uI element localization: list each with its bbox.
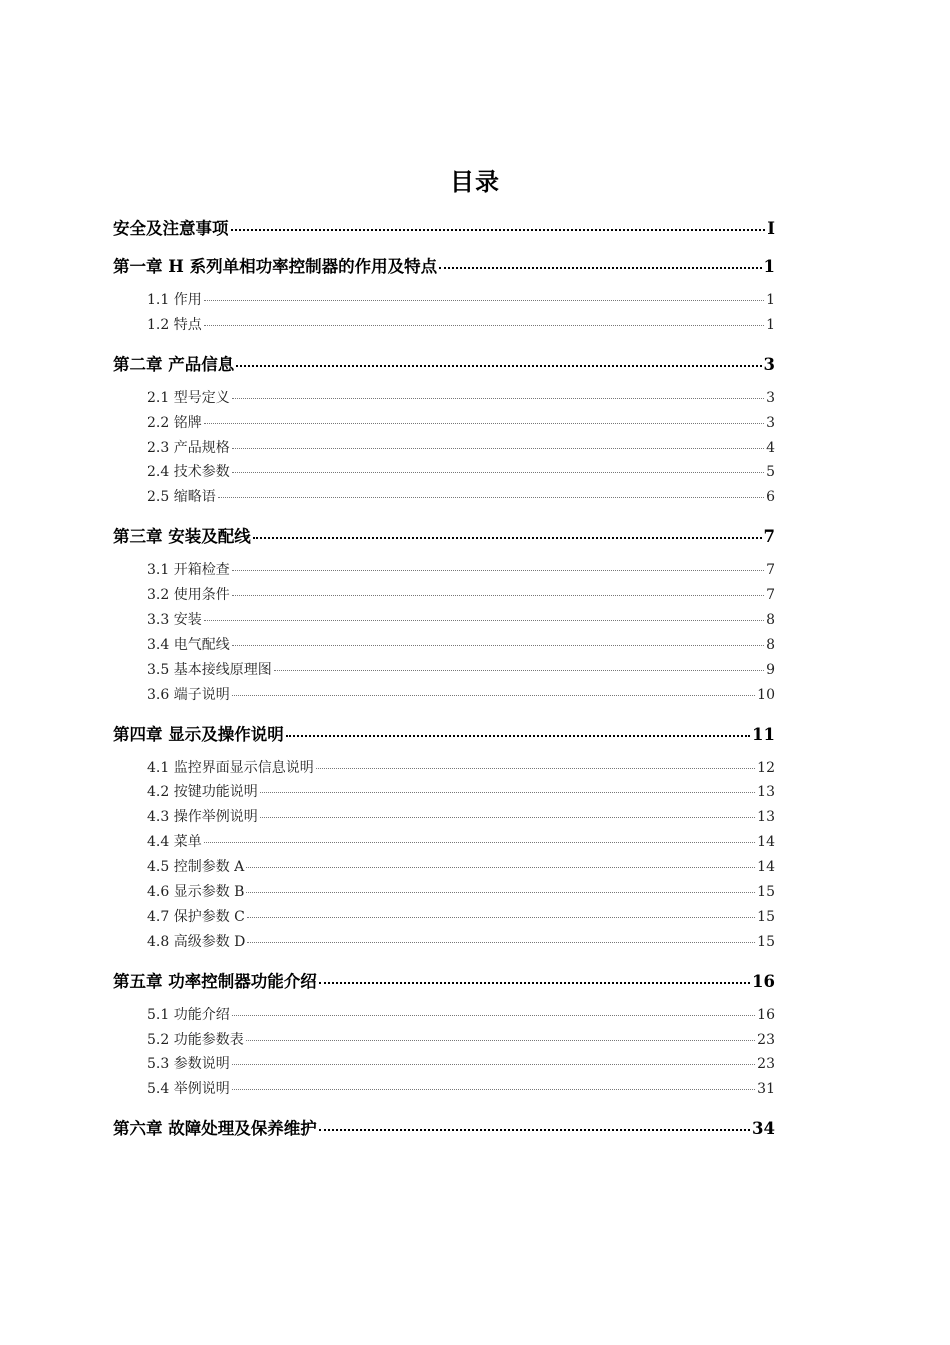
toc-section-entry[interactable] [113, 1029, 775, 1054]
toc-section-entry[interactable] [113, 806, 775, 831]
toc-dot-leader [232, 1089, 755, 1090]
toc-dot-leader [246, 892, 755, 893]
toc-entry-label: 3.2 使用条件 [147, 587, 230, 604]
toc-entry-label: 4.8 高级参数 D [147, 933, 246, 950]
toc-section-entry[interactable] [113, 684, 775, 709]
toc-page-number: 5 [766, 464, 775, 481]
toc-dot-leader [247, 942, 755, 943]
toc-entry-label: 5.3 参数说明 [147, 1056, 230, 1073]
toc-dot-leader [319, 1129, 750, 1131]
toc-chapter-entry[interactable] [113, 1115, 775, 1141]
toc-dot-leader [246, 867, 755, 868]
toc-entry-label: 第三章 安装及配线 [113, 527, 251, 547]
toc-dot-leader [204, 620, 764, 621]
toc-dot-leader [232, 695, 755, 696]
toc-section-entry[interactable] [113, 461, 775, 486]
toc-page-number: 4 [766, 439, 775, 456]
toc-page-number: 7 [766, 587, 775, 604]
toc-entry-label: 5.4 举例说明 [147, 1081, 230, 1098]
toc-entry-label: 安全及注意事项 [113, 219, 229, 238]
toc-section-entry[interactable] [113, 1004, 775, 1029]
toc-page-number: 16 [757, 1006, 775, 1023]
toc-page-number: 3 [766, 414, 775, 431]
toc-page-number: 11 [752, 724, 775, 744]
toc-dot-leader [218, 497, 764, 498]
toc-section-entry[interactable] [113, 906, 775, 931]
toc-dot-leader [260, 792, 755, 793]
toc-page-number: 14 [757, 834, 775, 851]
toc-dot-leader [204, 300, 764, 301]
toc-page-number: 15 [757, 884, 775, 901]
toc-page-number: 15 [757, 908, 775, 925]
toc-page-number: 12 [757, 759, 775, 776]
toc-dot-leader [232, 570, 764, 571]
toc-dot-leader [232, 1015, 755, 1016]
toc-page-number: 31 [757, 1081, 775, 1098]
toc-entry-label: 4.3 操作举例说明 [147, 809, 258, 826]
toc-section-entry[interactable] [113, 559, 775, 584]
toc-entry-label: 4.6 显示参数 B [147, 884, 245, 901]
toc-page-number: 34 [752, 1119, 775, 1139]
toc-chapter-entry[interactable] [113, 968, 775, 994]
toc-dot-leader [260, 817, 755, 818]
toc-page-number: 23 [757, 1031, 775, 1048]
toc-section-entry[interactable] [113, 387, 775, 412]
toc-page-number: 15 [757, 933, 775, 950]
toc-dot-leader [274, 670, 764, 671]
toc-entry-label: 4.7 保护参数 C [147, 908, 245, 925]
toc-dot-leader [253, 537, 762, 539]
toc-section-entry[interactable] [113, 931, 775, 956]
toc-section-entry[interactable] [113, 831, 775, 856]
toc-section-entry[interactable] [113, 856, 775, 881]
toc-page-number: 14 [757, 859, 775, 876]
toc-entry-label: 4.1 监控界面显示信息说明 [147, 759, 314, 776]
toc-page-number: 1 [763, 257, 775, 276]
toc-page-number: 3 [766, 389, 775, 406]
toc-entry-label: 第一章 H 系列单相功率控制器的作用及特点 [113, 257, 438, 276]
toc-section-entry[interactable] [113, 634, 775, 659]
toc-dot-leader [204, 423, 764, 424]
toc-page-number: 1 [766, 316, 775, 333]
toc-section-entry[interactable] [113, 609, 775, 634]
toc-page-number: 3 [763, 354, 775, 374]
toc-dot-leader [232, 1064, 755, 1065]
toc-page-number: 7 [766, 562, 775, 579]
toc-dot-leader [246, 1040, 755, 1041]
toc-dot-leader [232, 645, 764, 646]
toc-page-number: 13 [757, 784, 775, 801]
toc-entry-label: 4.4 菜单 [147, 834, 202, 851]
toc-dot-leader [232, 472, 764, 473]
toc-section-entry[interactable] [113, 881, 775, 906]
toc-page-number: 9 [766, 661, 775, 678]
table-of-contents [113, 215, 775, 1151]
toc-dot-leader [316, 768, 755, 769]
toc-page-number: 23 [757, 1056, 775, 1073]
toc-page-number: 8 [766, 612, 775, 629]
toc-chapter-entry[interactable] [113, 523, 775, 549]
toc-dot-leader [319, 982, 750, 984]
toc-section-entry[interactable] [113, 659, 775, 684]
toc-page-number: 6 [766, 489, 775, 506]
toc-dot-leader [204, 842, 755, 843]
toc-entry-label: 第四章 显示及操作说明 [113, 724, 284, 744]
toc-dot-leader [231, 229, 766, 231]
toc-entry-label: 2.4 技术参数 [147, 464, 230, 481]
toc-entry-label: 3.1 开箱检查 [147, 562, 230, 579]
toc-section-entry[interactable] [113, 781, 775, 806]
toc-section-entry[interactable] [113, 1078, 775, 1103]
toc-entry-label: 3.3 安装 [147, 612, 202, 629]
toc-section-entry[interactable] [113, 314, 775, 339]
toc-page-number: 13 [757, 809, 775, 826]
toc-dot-leader [286, 735, 750, 737]
toc-chapter-entry[interactable] [113, 215, 775, 241]
toc-page-number: 8 [766, 636, 775, 653]
toc-chapter-entry[interactable] [113, 351, 775, 377]
toc-section-entry[interactable] [113, 486, 775, 511]
toc-page-number: 7 [763, 527, 775, 547]
toc-dot-leader [232, 448, 764, 449]
toc-dot-leader [232, 595, 764, 596]
toc-entry-label: 2.1 型号定义 [147, 389, 230, 406]
toc-chapter-entry[interactable] [113, 253, 775, 279]
toc-entry-label: 4.5 控制参数 A [147, 859, 245, 876]
toc-entry-label: 3.4 电气配线 [147, 636, 230, 653]
toc-entry-label: 5.2 功能参数表 [147, 1031, 244, 1048]
toc-dot-leader [232, 398, 764, 399]
toc-chapter-entry[interactable] [113, 721, 775, 747]
toc-section-entry[interactable] [113, 584, 775, 609]
toc-section-entry[interactable] [113, 437, 775, 462]
toc-entry-label: 1.2 特点 [147, 316, 202, 333]
toc-page-number: 16 [752, 971, 775, 991]
toc-page-number: 1 [766, 292, 775, 308]
toc-dot-leader [204, 325, 764, 326]
toc-entry-label: 1.1 作用 [147, 292, 202, 308]
toc-entry-label: 2.3 产品规格 [147, 439, 230, 456]
toc-entry-label: 第五章 功率控制器功能介绍 [113, 971, 317, 991]
toc-section-entry[interactable] [113, 1053, 775, 1078]
toc-entry-label: 2.2 铭牌 [147, 414, 202, 431]
toc-dot-leader [247, 917, 755, 918]
toc-dot-leader [439, 267, 761, 269]
toc-entry-label: 第二章 产品信息 [113, 354, 235, 374]
toc-entry-label: 2.5 缩略语 [147, 489, 216, 506]
toc-section-entry[interactable] [113, 289, 775, 314]
toc-section-entry[interactable] [113, 412, 775, 437]
toc-entry-label: 4.2 按键功能说明 [147, 784, 258, 801]
toc-entry-label: 5.1 功能介绍 [147, 1006, 230, 1023]
toc-section-entry[interactable] [113, 757, 775, 782]
toc-dot-leader [236, 365, 761, 367]
page-title: 目录 [450, 168, 500, 196]
toc-page-number: 10 [757, 686, 775, 703]
toc-entry-label: 3.6 端子说明 [147, 686, 230, 703]
toc-page-number: I [767, 219, 775, 238]
toc-entry-label: 3.5 基本接线原理图 [147, 661, 272, 678]
toc-entry-label: 第六章 故障处理及保养维护 [113, 1119, 317, 1139]
